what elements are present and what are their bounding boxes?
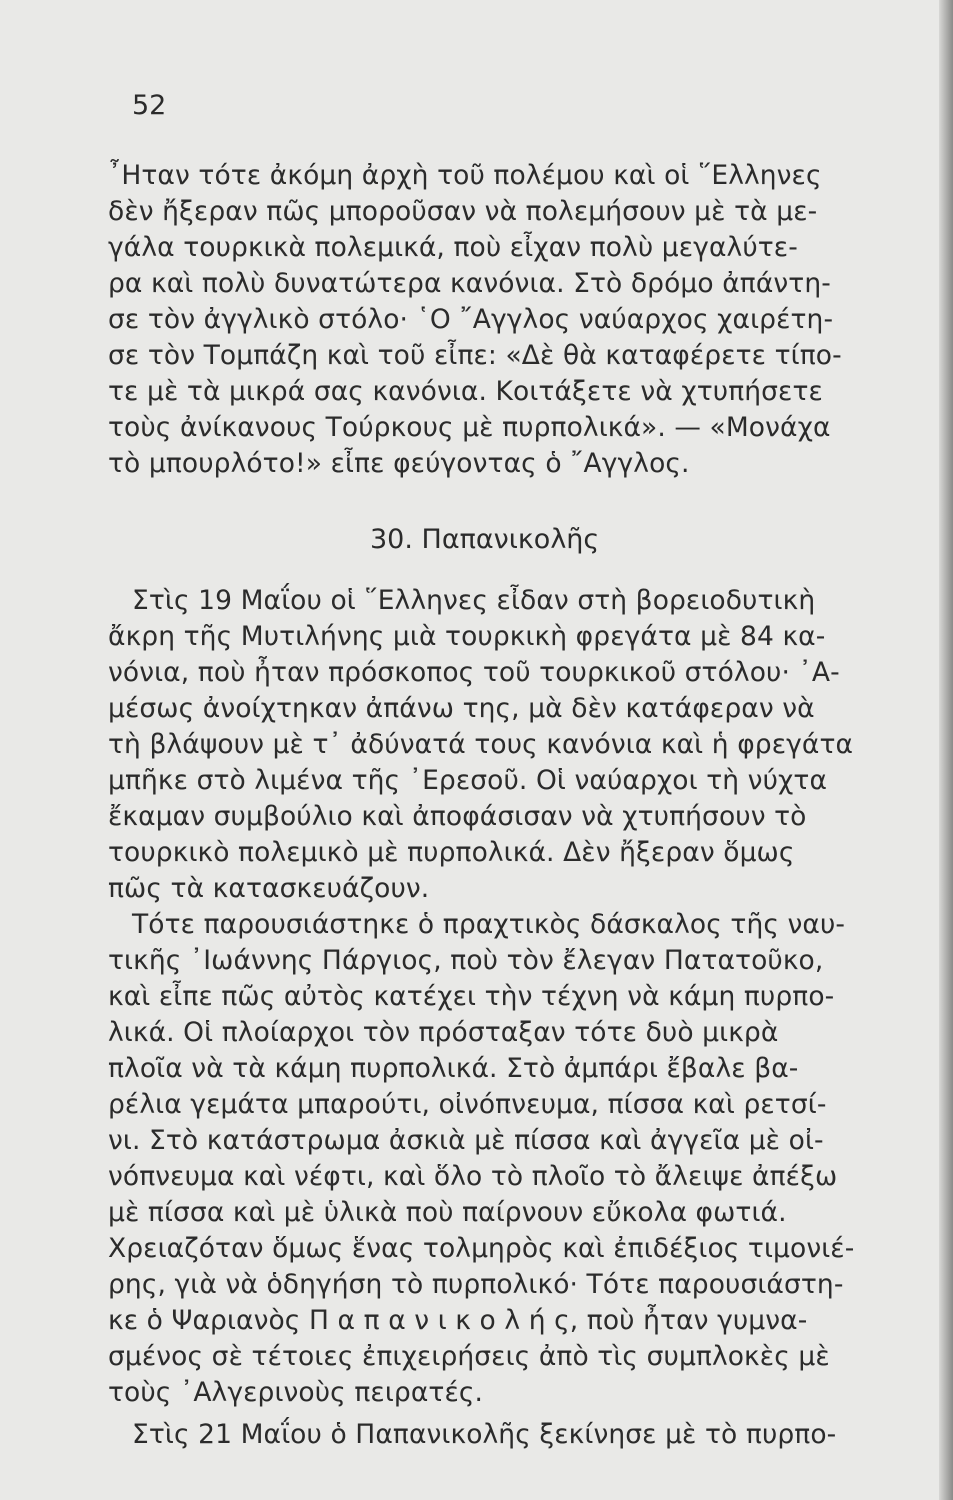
page-edge: [939, 0, 953, 1500]
text-line: τὸ μπουρλότο!» εἶπε φεύγοντας ὁ ῎Αγγλος.: [108, 448, 690, 479]
text-line: μέσως ἀνοίχτηκαν ἀπάνω της, μὰ δὲν κατάφεραν νὰ: [108, 693, 815, 724]
text-line: νόπνευμα καὶ νέφτι, καὶ ὅλο τὸ πλοῖο τὸ ἄλειψε ἀπέξω: [108, 1161, 838, 1192]
text-line: κε ὁ Ψαριανὸς Π α π α ν ι κ ο λ ή ς, ποὺ ἦταν γυμνα-: [108, 1305, 808, 1336]
page-number: 52: [132, 90, 167, 121]
text-line: καὶ εἶπε πῶς αὐτὸς κατέχει τὴν τέχνη νὰ κάμη πυρπο-: [108, 981, 835, 1012]
text-line: Στὶς 19 Μαΐου οἱ ῞Ελληνες εἶδαν στὴ βορειοδυτικὴ: [132, 585, 816, 616]
text-line: γάλα τουρκικὰ πολεμικά, ποὺ εἶχαν πολὺ μεγαλύτε-: [108, 232, 798, 263]
text-line: σε τὸν ἀγγλικὸ στόλο· ῾Ο ῎Αγγλος ναύαρχος χαιρέτη-: [108, 304, 834, 335]
text-line: λικά. Οἱ πλοίαρχοι τὸν πρόσταξαν τότε δυὸ μικρὰ: [108, 1017, 779, 1048]
text-line: Τότε παρουσιάστηκε ὁ πραχτικὸς δάσκαλος τῆς ναυ-: [132, 909, 846, 940]
text-line: ρης, γιὰ νὰ ὁδηγήση τὸ πυρπολικό· Τότε παρουσιάστη-: [108, 1269, 844, 1300]
text-line: ἄκρη τῆς Μυτιλήνης μιὰ τουρκικὴ φρεγάτα μὲ 84 κα-: [108, 621, 826, 652]
text-line: νι. Στὸ κατάστρωμα ἀσκιὰ μὲ πίσσα καὶ ἀγγεῖα μὲ οἰ-: [108, 1125, 824, 1156]
text-line: νόνια, ποὺ ἦταν πρόσκοπος τοῦ τουρκικοῦ στόλου· ᾿Α-: [108, 657, 840, 688]
text-line: μπῆκε στὸ λιμένα τῆς ᾿Ερεσοῦ. Οἱ ναύαρχοι τὴ νύχτα: [108, 765, 828, 796]
text-line: ῏Ηταν τότε ἀκόμη ἀρχὴ τοῦ πολέμου καὶ οἱ ῞Ελληνες: [108, 160, 822, 191]
text-line: πῶς τὰ κατασκευάζουν.: [108, 873, 430, 904]
text-line: τικῆς ᾿Ιωάννης Πάργιος, ποὺ τὸν ἔλεγαν Πατατοῦκο,: [108, 945, 824, 976]
section-heading: 30. Παπανικολῆς: [370, 524, 600, 555]
text-line: τε μὲ τὰ μικρά σας κανόνια. Κοιτάξετε νὰ χτυπήσετε: [108, 376, 823, 407]
text-line: τουρκικὸ πολεμικὸ μὲ πυρπολικά. Δὲν ἤξεραν ὅμως: [108, 837, 795, 868]
text-line: ρα καὶ πολὺ δυνατώτερα κανόνια. Στὸ δρόμο ἀπάντη-: [108, 268, 831, 299]
text-line: δὲν ἤξεραν πῶς μποροῦσαν νὰ πολεμήσουν μὲ τὰ με-: [108, 196, 818, 227]
text-line: σμένος σὲ τέτοιες ἐπιχειρήσεις ἀπὸ τὶς συμπλοκὲς μὲ: [108, 1341, 830, 1372]
text-line: Στὶς 21 Μαΐου ὁ Παπανικολῆς ξεκίνησε μὲ τὸ πυρπο-: [132, 1419, 837, 1450]
text-line: μὲ πίσσα καὶ μὲ ὑλικὰ ποὺ παίρνουν εὔκολα φωτιά.: [108, 1197, 787, 1228]
text-line: ἔκαμαν συμβούλιο καὶ ἀποφάσισαν νὰ χτυπήσουν τὸ: [108, 801, 807, 832]
text-line: τοὺς ἀνίκανους Τούρκους μὲ πυρπολικά». — «Μονάχα: [108, 412, 831, 443]
text-line: Χρειαζόταν ὅμως ἕνας τολμηρὸς καὶ ἐπιδέξιος τιμονιέ-: [108, 1233, 855, 1264]
text-line: σε τὸν Τομπάζη καὶ τοῦ εἶπε: «Δὲ θὰ καταφέρετε τίπο-: [108, 340, 842, 371]
text-line: τοὺς ᾿Αλγερινοὺς πειρατές.: [108, 1377, 484, 1408]
text-line: πλοῖα νὰ τὰ κάμη πυρπολικά. Στὸ ἀμπάρι ἔβαλε βα-: [108, 1053, 799, 1084]
text-line: ρέλια γεμάτα μπαρούτι, οἰνόπνευμα, πίσσα καὶ ρετσί-: [108, 1089, 827, 1120]
text-line: τὴ βλάψουν μὲ τ᾿ ἀδύνατά τους κανόνια καὶ ἡ φρεγάτα: [108, 729, 854, 760]
